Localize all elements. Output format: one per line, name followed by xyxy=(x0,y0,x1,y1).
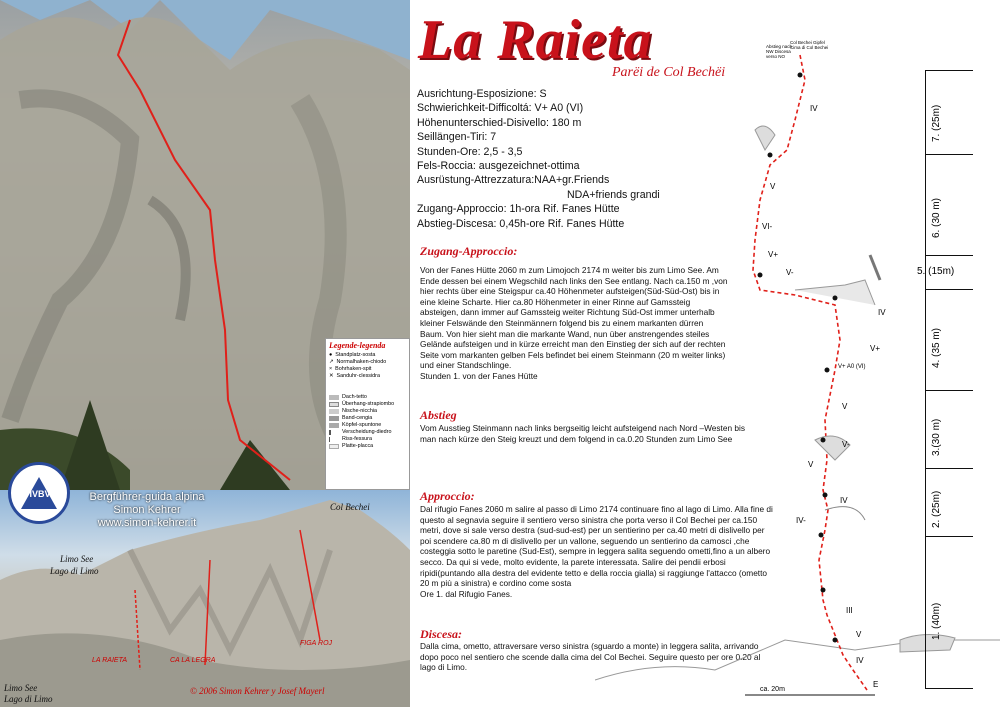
scale-label: 4. (35 m) xyxy=(931,327,942,368)
col-bechei-label: Col Bechei xyxy=(330,502,370,512)
piton-icon: ↗ xyxy=(329,359,334,365)
dihedral-icon xyxy=(329,430,339,435)
roof-icon xyxy=(329,395,339,400)
legend-box xyxy=(325,338,410,490)
pitch-grade: V- xyxy=(842,440,850,449)
legend-title: Legende-legenda xyxy=(329,341,386,350)
niche-icon xyxy=(329,409,339,414)
discesa-text: Dalla cima, ometto, attraversare verso sinistra (sguardo a monte) in leggera salita, arrivando dopo poco nel sentiero che scende dalla cima del Col Bechei. Seguire questo per ore 0.20 al lago di Limo. xyxy=(420,641,761,673)
info-line: Ausrüstung-Attrezzatura:NAA+gr.Friends xyxy=(417,174,610,187)
limo-see-label: Limo See xyxy=(60,554,94,564)
scale-label: 7. (25m) xyxy=(931,104,942,142)
legend-feature: Nische-nicchia xyxy=(342,408,378,414)
pitch-grade: VI- xyxy=(762,222,773,231)
photo-credit: © 2006 Simon Kehrer y Josef Mayerl xyxy=(190,686,325,696)
pitch-grade: V+ xyxy=(870,344,881,353)
info-line: Seillängen-Tiri: 7 xyxy=(417,131,497,144)
zugang-body: Von der Fanes Hütte 2060 m zum Limojoch 2174 m weiter bis zum Limo See. Am Ende dessen bei einem Wegschild nach links den See entlang. Nach ca.150 m ,von hier rechts über eine Steigspur ca.40 Höhenmeter aufsteigen(Süd-Süd-Ost) bis in eine kleine Scharte. Hier ca.80 Höhenmeter in einer Rinne auf Gamssteig absteigen, dann immer auf Gamssteig weiter Richtung Süd-Ost immer unterhalb kleiner Felswände den Steinmännern folgend bis zu einem markanten dürren Baum. Von hier sieht man die markante Wand, nun über anstrengendes steiles Gelände aufsteigen und in kürze erreicht man den Einstieg der sich auf der rechten Seite vom markanten gelben Fels befindet bei einem Steinmann (20 m weiter links) und einer Standschlinge. xyxy=(420,265,728,371)
legend-feature: Köpfel-spuntone xyxy=(342,422,382,428)
wall-photo xyxy=(0,0,410,490)
zugang-title: Zugang-Approccio: xyxy=(420,244,518,258)
info-line: NDA+friends grandi xyxy=(567,188,660,201)
legend-feature: Platte-placca xyxy=(342,443,374,449)
legend-item: Bohrhaken-spit xyxy=(335,366,372,372)
scale-label: 1. (40m) xyxy=(931,602,942,640)
pitch-grade: IV xyxy=(856,656,864,665)
pitch-grade: IV- xyxy=(796,516,806,525)
approccio-hours: Ore 1. dal Rifugio Fanes. xyxy=(420,588,513,599)
ledge-icon xyxy=(329,416,339,421)
descent-note: Abstieg nach NW Discesa verso NO xyxy=(766,44,793,59)
info-line: Zugang-Approccio: 1h-ora Rif. Fanes Hütte xyxy=(417,203,620,216)
legend-feature: Band-cengia xyxy=(342,415,373,421)
legend-item: Normalhaken-chiodo xyxy=(336,359,387,365)
abstieg-title: Abstieg xyxy=(420,408,457,422)
legend-feature: Verscheidung-diedro xyxy=(342,429,392,435)
pitch-grade: V- xyxy=(786,268,794,277)
distance-label: ca. 20m xyxy=(760,686,785,693)
pitch-grade: V xyxy=(842,402,848,411)
legend-item: Standplatz-sosta xyxy=(335,352,376,358)
thread-icon: ✕ xyxy=(329,373,334,379)
crack-icon xyxy=(329,437,339,442)
limo-see-label-2: Limo See xyxy=(4,683,38,693)
guide-line-1: Bergführer-guida alpina xyxy=(89,491,205,503)
scale-label: 2. (25m) xyxy=(931,490,942,528)
guide-info xyxy=(72,491,222,530)
abstieg-text: Vom Ausstieg Steinmann nach links bergseitig leicht aufsteigend nach Nord –Westen bis man nach kürze den Steig kreuzt und dem folgend in ca.0.20 Stunden zum Limo See xyxy=(420,423,745,444)
pitch-grade: E xyxy=(873,680,879,689)
scale-label: 3.(30 m) xyxy=(931,418,942,456)
pitch-grade: V xyxy=(856,630,862,639)
lago-limo-label: Lago di Limo xyxy=(50,566,99,576)
pitch-grade: V+ A0 (VI) xyxy=(838,364,866,370)
slab-icon xyxy=(329,444,339,449)
page-subtitle: Parëi de Col Bechëi xyxy=(612,65,726,80)
route-ca-la-legra-label: CA LA LEGRA xyxy=(170,657,216,664)
route-la-raieta-label: LA RAIETA xyxy=(92,657,128,664)
zugang-hours: Stunden 1. von der Fanes Hütte xyxy=(420,370,538,381)
pitch-grade: III xyxy=(846,606,853,615)
info-line: Schwierichkeit-Difficoltá: V+ A0 (VI) xyxy=(417,102,584,115)
scale-label: 6. (30 m) xyxy=(931,197,942,238)
legend-feature: Überhang-strapiombo xyxy=(342,401,395,407)
pitch-grade: V+ xyxy=(768,250,779,259)
pitch-grade: IV xyxy=(840,496,848,505)
lago-limo-label-2: Lago di Limo xyxy=(4,694,53,704)
pitch-grade: V xyxy=(808,460,814,469)
pitch-grade: V xyxy=(770,182,776,191)
info-line: Fels-Roccia: ausgezeichnet-ottima xyxy=(417,160,580,173)
approccio-title: Approccio: xyxy=(420,489,475,503)
guide-website-link[interactable]: www.simon-kehrer.it xyxy=(97,517,197,529)
discesa-title: Discesa: xyxy=(420,627,462,641)
info-line: Höhenunterschied-Disivello: 180 m xyxy=(417,116,582,129)
belay-icon: ● xyxy=(329,352,333,358)
approccio-body: Dal rifugio Fanes 2060 m salire al passo di Limo 2174 continuare fino al lago di Limo. Alla fine di questo al segnavia seguire il sentiero verso sinistra che porta verso il Col Bechei per ca.150 metri, dove si sale verso destra (sud-sud-est) per un sentierino per ca.40 metri di dislivello per poi scendere ca.80 m di dislivello per un vallone, seguendo un sentierino da camosci ,che costeggia sotto le paretine (Sud-Est), sempre in leggera salita seguendo ometti,fino a un albero secco. Da qui si vede, molto evidente, la parete interessata. Salire dei pendii erbosi ripidi(puntando alla destra del evidente tetto e della roccia gialla) si raggiunge l'attacco (ometto 20 m più a sinistra) e cordino come sosta xyxy=(420,504,773,589)
overhang-icon xyxy=(329,402,339,407)
page-title: La Raieta xyxy=(418,9,653,71)
guide-name: Simon Kehrer xyxy=(113,504,181,516)
pitch-grade: IV xyxy=(810,104,818,113)
summit-note: Col Bechei Gipfel Cima di Col Bechei xyxy=(790,40,829,50)
ivbv-logo xyxy=(8,462,70,524)
info-line: Abstieg-Discesa: 0,45h-ore Rif. Fanes Hütte xyxy=(417,217,625,230)
legend-feature: Dach-tetto xyxy=(342,394,367,400)
info-line: Ausrichtung-Esposizione: S xyxy=(417,88,547,100)
scale-label: 5. (15m) xyxy=(917,266,955,277)
pinnacle-icon xyxy=(329,423,339,428)
route-figa-roj-label: FIGA ROJ xyxy=(300,640,333,647)
info-line: Stunden-Ore: 2,5 - 3,5 xyxy=(417,145,523,158)
pitch-grade: IV xyxy=(878,308,886,317)
legend-feature: Riss-fessura xyxy=(342,436,372,442)
legend-item: Sanduhr-clessidra xyxy=(336,373,380,379)
pitch-length-scale xyxy=(917,70,973,690)
logo-text: IVBV xyxy=(29,489,51,499)
bolt-icon: × xyxy=(329,366,333,372)
